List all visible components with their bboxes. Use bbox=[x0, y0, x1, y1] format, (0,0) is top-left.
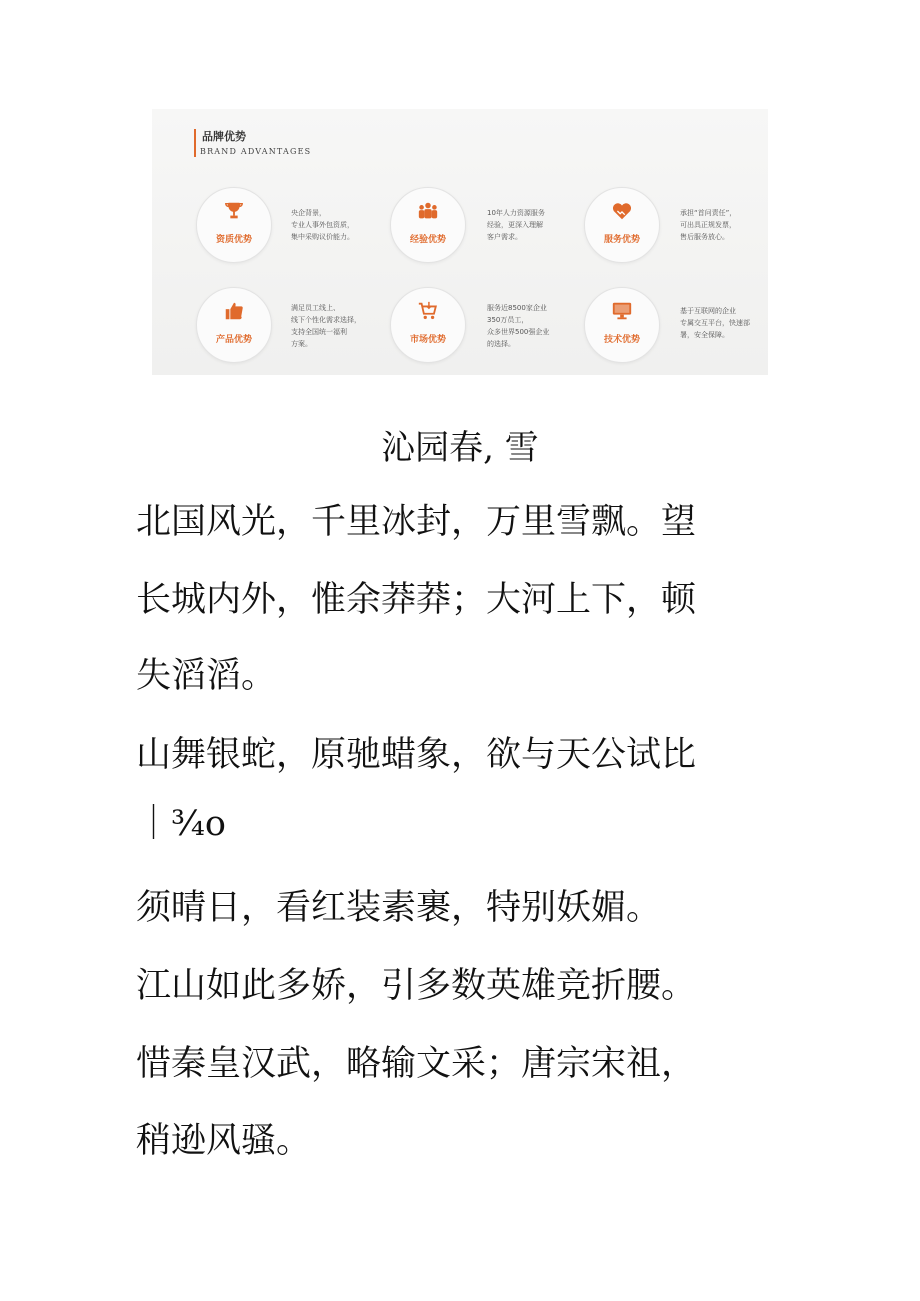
advantage-desc: 承担“首问责任”， 可出具正规发票， 售后服务放心。 bbox=[680, 209, 737, 241]
advantage-desc: 服务近8500家企业 350万员工， 众多世界500强企业 的选择。 bbox=[487, 304, 550, 348]
poem-line: 长城内外，惟余莽莽；大河上下，顿 bbox=[136, 580, 697, 620]
poem-line: 江山如此多娇，引多数英雄竞折腰。 bbox=[136, 966, 697, 1006]
handshake-icon bbox=[611, 200, 633, 222]
advantage-circle bbox=[584, 187, 660, 263]
poem-line: 失滔滔。 bbox=[136, 656, 277, 696]
poem-title: 沁园春, 雪 bbox=[381, 428, 539, 468]
trophy-icon bbox=[223, 200, 245, 222]
advantage-desc: 央企背景， 专业人事外包资质， 集中采购议价能力。 bbox=[291, 209, 354, 241]
brand-advantages-banner bbox=[152, 109, 768, 375]
advantage-desc: 基于互联网的企业 专属交互平台，快速部 署，安全保障。 bbox=[680, 307, 750, 339]
advantage-label: 资质优势 bbox=[215, 235, 252, 245]
advantage-desc: 10年人力资源服务 经验，更深入理解 客户需求。 bbox=[487, 209, 545, 241]
poem-line: 须晴日，看红装素裹，特别妖媚。 bbox=[136, 888, 662, 928]
banner-title: 品牌优势 bbox=[202, 130, 246, 143]
cart-icon bbox=[417, 300, 439, 322]
poem-line: 北国风光，千里冰封，万里雪飘。望 bbox=[136, 502, 697, 542]
monitor-icon bbox=[611, 300, 633, 322]
poem-line: 惜秦皇汉武，略输文采；唐宗宋祖， bbox=[136, 1044, 697, 1084]
advantage-circle bbox=[584, 287, 660, 363]
banner-subtitle: BRAND ADVANTAGES bbox=[200, 147, 312, 156]
advantage-label: 技术优势 bbox=[603, 335, 640, 345]
advantage-label: 服务优势 bbox=[603, 235, 640, 245]
poem-line: 山舞银蛇，原驰蜡象，欲与天公试比 bbox=[136, 735, 697, 775]
advantage-label: 经验优势 bbox=[409, 235, 446, 245]
people-icon bbox=[417, 200, 439, 222]
header-accent-bar bbox=[194, 129, 196, 157]
advantage-circle bbox=[196, 287, 272, 363]
advantage-label: 市场优势 bbox=[409, 335, 446, 345]
advantage-label: 产品优势 bbox=[215, 335, 252, 345]
poem-line: ｜¾o bbox=[136, 804, 226, 844]
advantage-circle bbox=[196, 187, 272, 263]
poem-line: 稍逊风骚。 bbox=[136, 1121, 312, 1161]
advantage-circle bbox=[390, 287, 466, 363]
thumbs-up-icon bbox=[223, 300, 245, 322]
advantage-desc: 满足员工线上、 线下个性化需求选择， 支持全国统一福利 方案。 bbox=[291, 304, 361, 348]
advantage-circle bbox=[390, 187, 466, 263]
